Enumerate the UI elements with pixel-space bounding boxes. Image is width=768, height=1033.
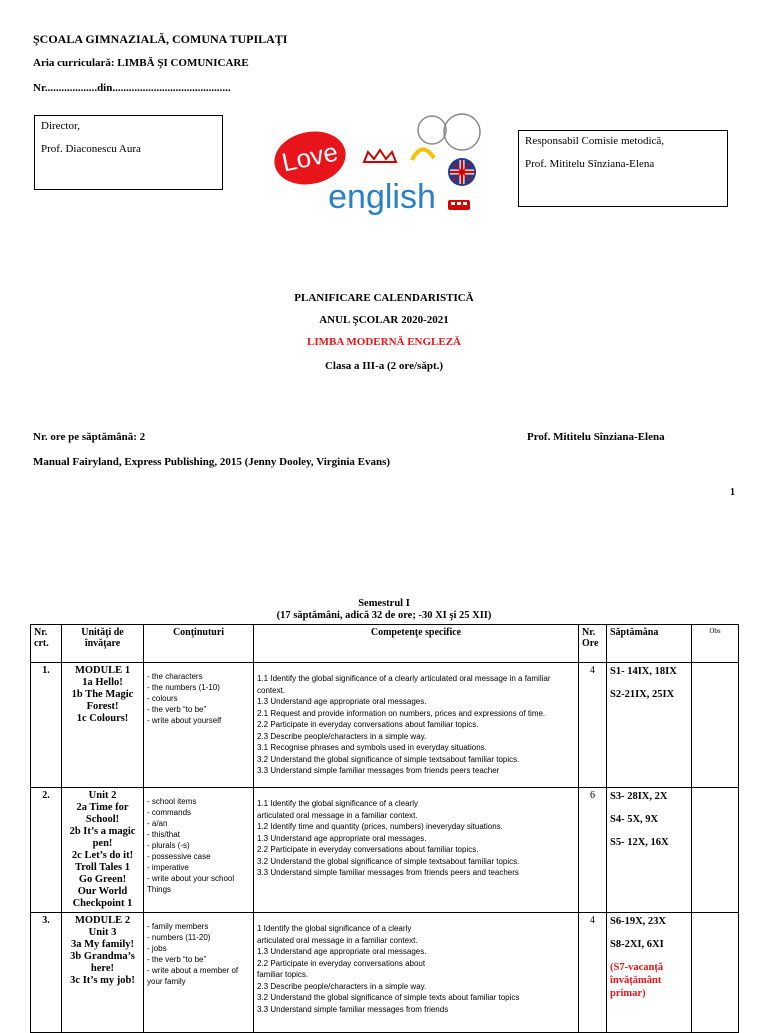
unit-line: Unit 2: [88, 790, 117, 801]
competence-item: 1.3 Understand age appropriate oral messages.: [257, 947, 427, 956]
competence-item: 1.1 Identify the global significance of a clearly articulated oral message in a familiar context.: [257, 674, 551, 695]
table-row: [31, 788, 739, 913]
learning-units: [62, 913, 144, 1033]
weeks-cell: [607, 913, 692, 1033]
contents-cell: [144, 913, 254, 1033]
content-item: Things: [147, 885, 172, 894]
competence-item: 2.2 Participate in everyday conversations about familiar topics.: [257, 720, 479, 729]
competence-item: 3.2 Understand the global significance of simple textsabout familiar topics.: [257, 856, 520, 866]
competence-item: 2.1 Request and provide information on numbers, prices and expressions of time.: [257, 708, 546, 718]
unit-line: Our World: [77, 886, 128, 897]
row-number: 3.: [31, 913, 62, 1033]
competence-item: 1.2 Identify time and quantity (prices, numbers) ineveryday situations.: [257, 822, 503, 831]
hours-per-week: Nr. ore pe săptămână: 2: [33, 431, 146, 443]
competence-item: 3.3 Understand simple familiar messages from friends: [257, 1004, 449, 1014]
page-number: 1: [730, 487, 735, 498]
competence-item: 2.3 Describe people/characters in a simple way.: [257, 731, 427, 741]
content-item: - imperative: [147, 863, 189, 872]
weeks-cell: [607, 663, 692, 788]
competence-item: 1.3 Understand age appropriate oral messages.: [257, 697, 427, 706]
hours-cell: 6: [579, 788, 607, 913]
content-item: - write about yourself: [147, 716, 222, 725]
unit-line: 1a Hello!: [82, 677, 123, 688]
content-item: - family members: [147, 922, 209, 931]
unit-line: Go Green!: [78, 874, 127, 885]
svg-text:english: english: [328, 178, 436, 216]
competence-item: 2.2 Participate in everyday conversations about: [257, 958, 426, 968]
weeks-cell: [607, 788, 692, 913]
content-item: - plurals (-s): [147, 841, 190, 850]
unit-line: Unit 3: [88, 927, 117, 938]
hours-cell: 4: [579, 663, 607, 788]
competence-item: 3.2 Understand the global significance of simple textsabout familiar topics.: [257, 754, 520, 764]
content-item: - numbers (11-20): [147, 933, 211, 942]
week-item: S5- 12X, 16X: [610, 837, 669, 848]
school-name: ŞCOALA GIMNAZIALĂ, COMUNA TUPILAŢI: [33, 32, 288, 46]
vacation-note: (S7-vacanță învățământ primar): [610, 962, 664, 999]
obs-cell: [692, 788, 739, 913]
obs-cell: [692, 663, 739, 788]
content-item: - the characters: [147, 672, 203, 681]
teacher-name: Prof. Mititelu Sînziana-Elena: [527, 431, 665, 443]
week-item: S1- 14IX, 18IX: [610, 666, 677, 677]
competence-item: articulated oral message in a familiar context.: [257, 810, 418, 820]
unit-line: MODULE 2: [74, 915, 131, 926]
competences-cell: [254, 913, 579, 1033]
col-header-week: Săptămâna: [607, 625, 692, 663]
school-year: ANUL ŞCOLAR 2020-2021: [319, 314, 449, 326]
responsabil-box: [518, 130, 728, 207]
col-header-nr: Nr. crt.: [31, 625, 62, 663]
unit-line: 3a My family!: [71, 939, 134, 950]
content-item: - write about your school: [147, 874, 235, 883]
unit-line: 1b The Magic Forest!: [71, 689, 134, 712]
competence-item: 1 Identify the global significance of a clearly: [257, 924, 412, 933]
unit-line: 2a Time for School!: [76, 802, 129, 825]
contents-cell: [144, 788, 254, 913]
director-name: Prof. Diaconescu Aura: [41, 143, 141, 155]
responsabil-title: Responsabil Comisie metodică,: [525, 135, 665, 147]
content-item: - this/that: [147, 830, 180, 839]
unit-line: MODULE 1: [74, 665, 131, 676]
content-item: - colours: [147, 694, 178, 703]
table-header-row: [31, 625, 739, 663]
svg-text:Love: Love: [279, 136, 341, 178]
competence-item: 1.3 Understand age appropriate oral messages.: [257, 833, 427, 843]
table-row: [31, 663, 739, 788]
unit-line: 3c It’s my job!: [70, 975, 135, 986]
content-item: - the verb “to be”: [147, 955, 207, 964]
curricular-area: Aria curriculară: LIMBĂ ŞI COMUNICARE: [33, 57, 249, 69]
content-item: - the verb “to be”: [147, 705, 207, 714]
content-item: - jobs: [147, 944, 167, 953]
competence-item: 2.2 Participate in everyday conversations about familiar topics.: [257, 845, 479, 854]
semester-subtitle: (17 săptămâni, adică 32 de ore; -30 XI şi 25 XII): [276, 610, 492, 621]
content-item: - school items: [147, 797, 197, 806]
competence-item: familiar topics.: [257, 970, 309, 979]
content-item: - possessive case: [147, 852, 211, 861]
col-header-hours: Nr. Ore: [579, 625, 607, 663]
col-header-competences: Competenţe specifice: [254, 625, 579, 663]
col-header-units: Unităţi de învăţare: [62, 625, 144, 663]
content-item: - the numbers (1-10): [147, 683, 220, 692]
planning-table: [30, 624, 739, 1033]
learning-units: [62, 663, 144, 788]
subject-title: LIMBA MODERNĂ ENGLEZĂ: [306, 336, 462, 348]
semester-title: Semestrul I: [358, 598, 410, 609]
doc-title: PLANIFICARE CALENDARISTICĂ: [294, 292, 474, 304]
competence-item: 3.1 Recognise phrases and symbols used in everyday situations.: [257, 743, 487, 752]
competence-item: 2.3 Describe people/characters in a simple way.: [257, 981, 427, 991]
week-item: S3- 28IX, 2X: [610, 791, 668, 802]
obs-cell: [692, 913, 739, 1033]
unit-line: 2c Let’s do it!: [71, 850, 134, 861]
col-header-obs: Obs: [692, 625, 739, 663]
unit-line: 1c Colours!: [76, 713, 129, 724]
content-item: - commands: [147, 808, 192, 817]
week-item: S6-19X, 23X: [610, 916, 667, 927]
manual-info: Manual Fairyland, Express Publishing, 2015 (Jenny Dooley, Virginia Evans): [33, 456, 391, 468]
director-box: [34, 115, 223, 190]
content-item: - a/an: [147, 819, 168, 828]
unit-line: Troll Tales 1: [74, 862, 131, 873]
competence-item: 3.3 Understand simple familiar messages from friends peers and teachers: [257, 868, 519, 877]
col-header-contents: Conţinuturi: [144, 625, 254, 663]
week-item: S2-21IX, 25IX: [610, 689, 675, 700]
contents-cell: [144, 663, 254, 788]
hours-cell: 4: [579, 913, 607, 1033]
love-english-logo: [262, 100, 502, 230]
unit-line: 2b It’s a magic pen!: [69, 826, 136, 849]
competences-cell: [254, 788, 579, 913]
content-item: - write about a member of your family: [147, 966, 239, 986]
registration-number: Nr...................din...........................................: [33, 82, 231, 94]
competence-item: 1.1 Identify the global significance of a clearly: [257, 799, 418, 808]
week-item: S8-2XI, 6XI: [610, 939, 664, 950]
learning-units: [62, 788, 144, 913]
unit-line: 3b Grandma’s here!: [70, 951, 135, 974]
table-row: [31, 913, 739, 1033]
competences-cell: [254, 663, 579, 788]
week-item: S4- 5X, 9X: [610, 814, 659, 825]
competence-item: 3.2 Understand the global significance of simple texts about familiar topics: [257, 993, 520, 1002]
row-number: 2.: [31, 788, 62, 913]
row-number: 1.: [31, 663, 62, 788]
competence-item: articulated oral message in a familiar context.: [257, 935, 418, 945]
director-title: Director,: [41, 120, 80, 132]
responsabil-name: Prof. Mititelu Sînziana-Elena: [525, 158, 655, 170]
unit-line: Checkpoint 1: [72, 898, 133, 909]
class-info: Clasa a III-a (2 ore/săpt.): [324, 360, 444, 372]
competence-item: 3.3 Understand simple familiar messages from friends peers teacher: [257, 766, 500, 775]
